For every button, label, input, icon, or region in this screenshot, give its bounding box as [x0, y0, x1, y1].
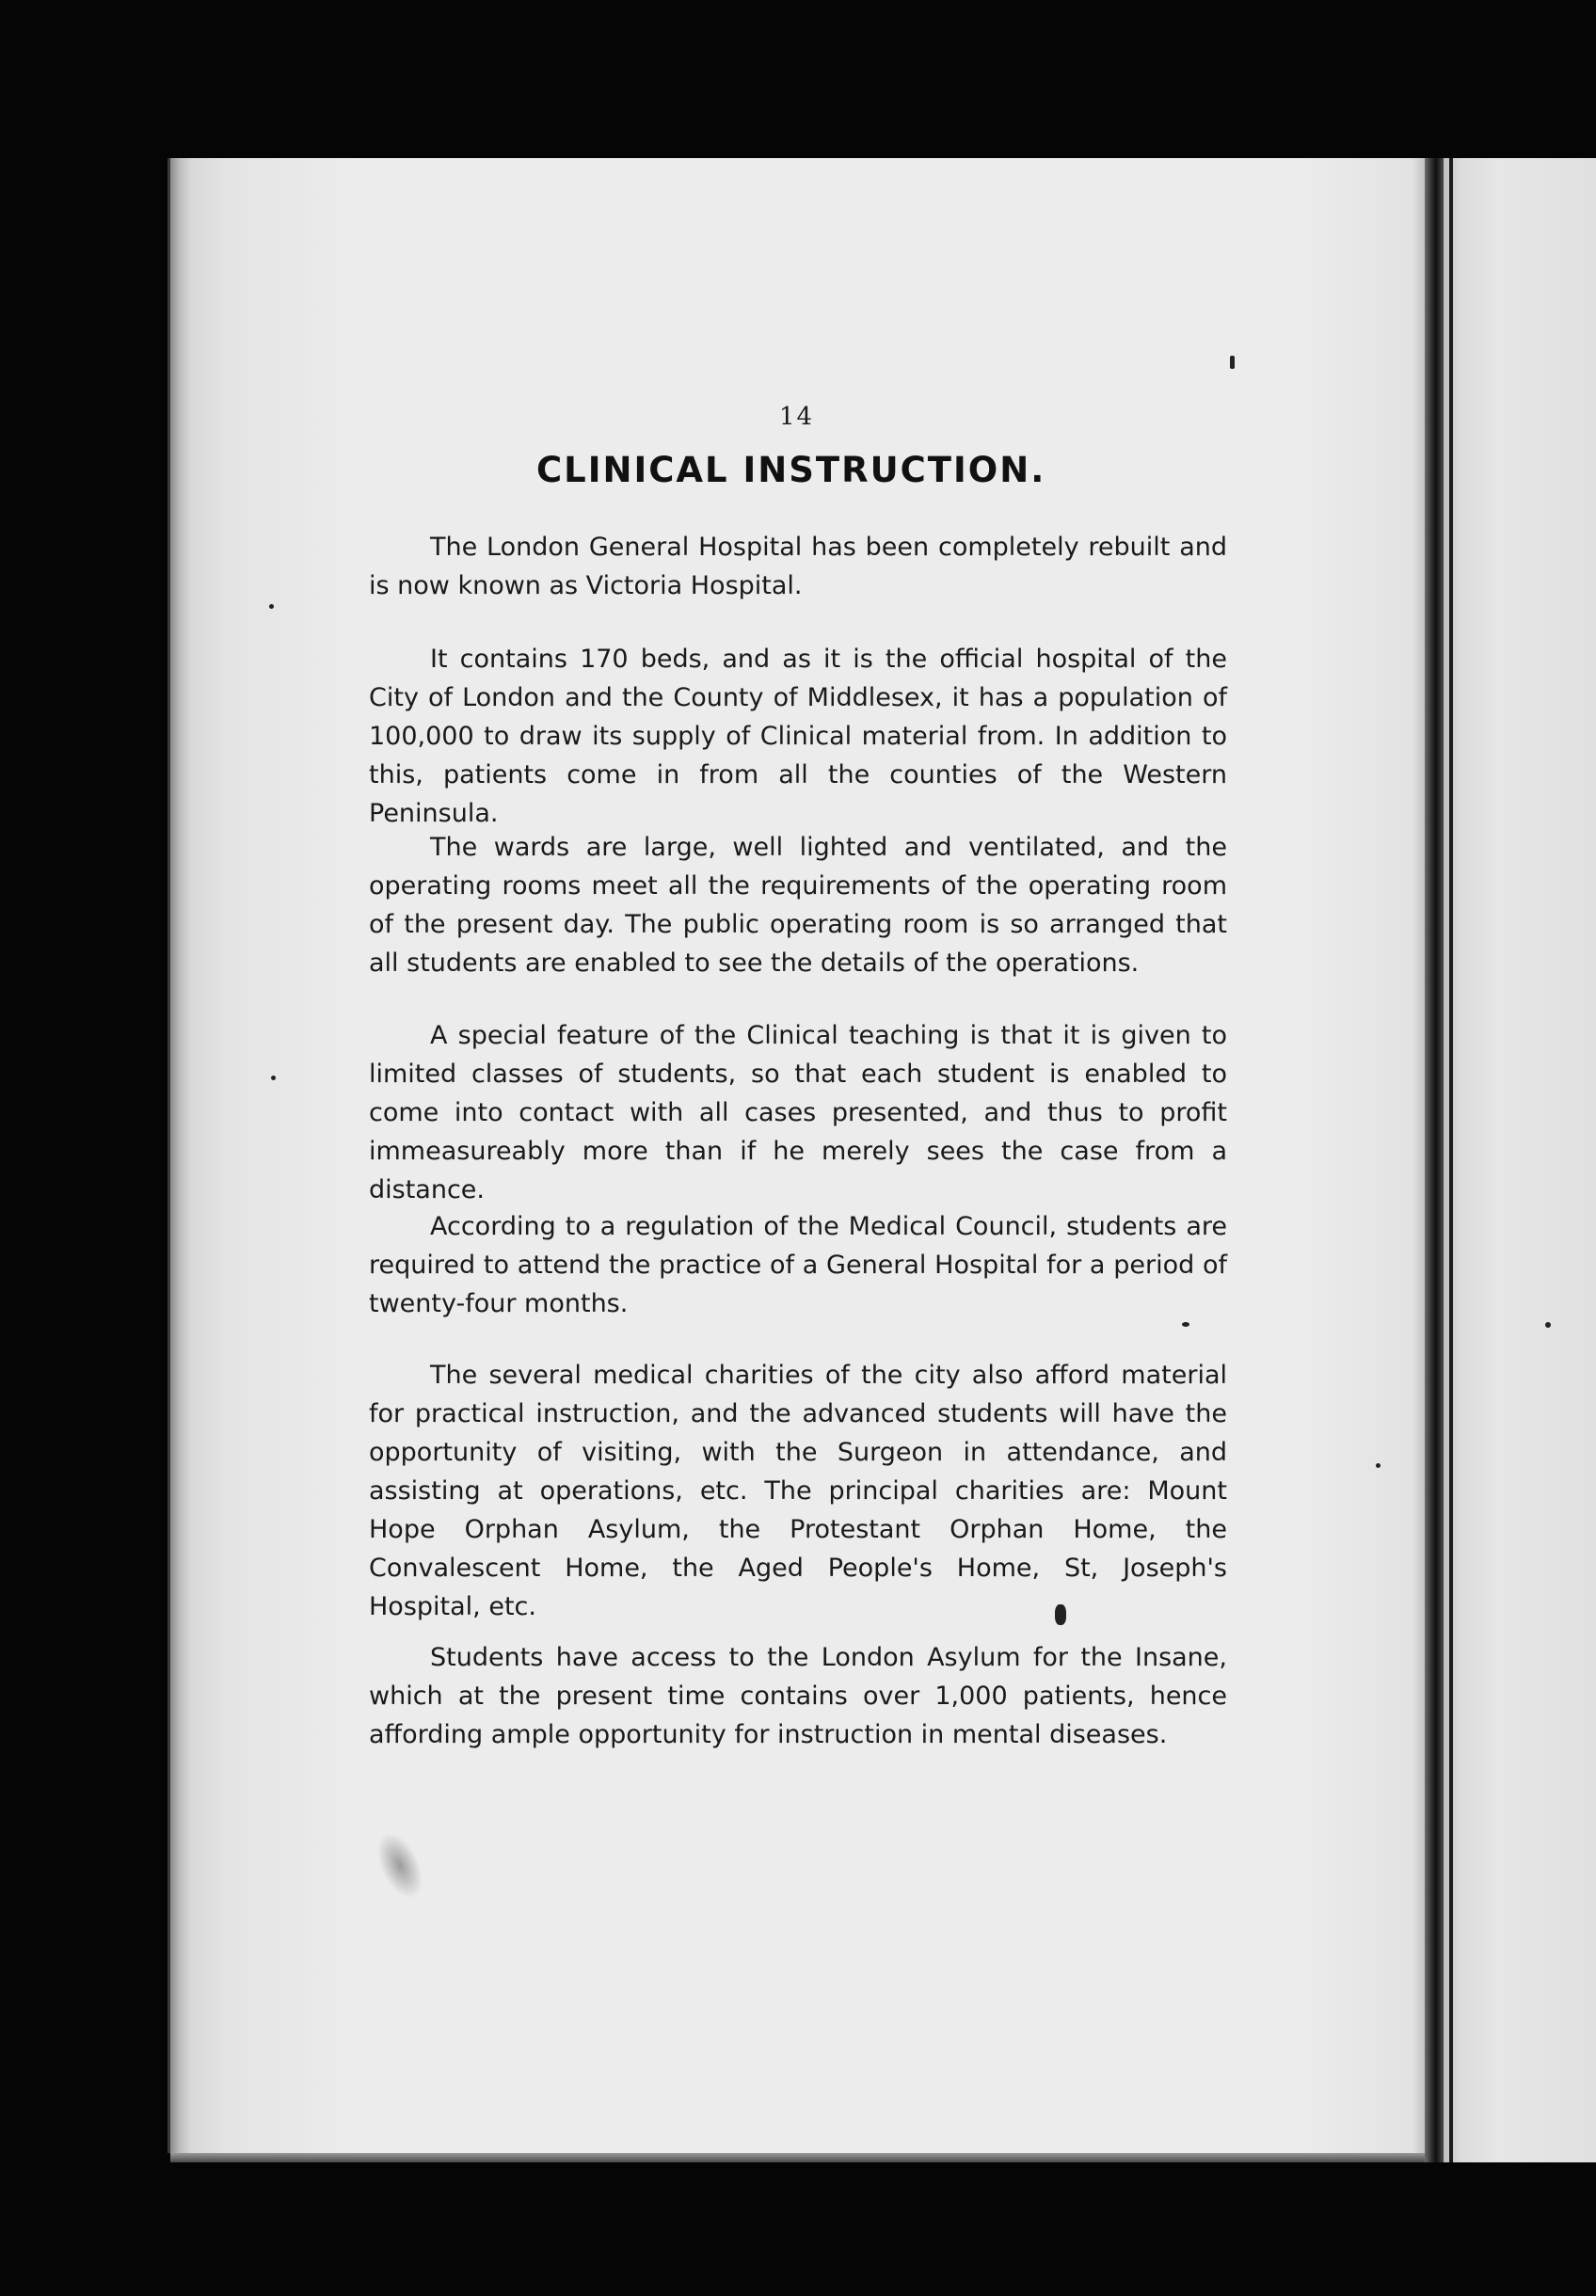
ink-speck	[1376, 1463, 1381, 1468]
ink-speck	[1182, 1322, 1189, 1327]
paragraph-clinical-teaching: A special feature of the Clinical teaching is that it is given to limited classes of students, so that each student is enabled to come into contact with all cases presented, and thus to profit immeasureably more than if he merely sees the case from a distance.	[369, 1021, 1227, 1204]
ink-speck	[1055, 1604, 1066, 1625]
ink-speck	[269, 604, 274, 609]
ink-speck	[1230, 356, 1235, 369]
ink-speck	[1545, 1322, 1551, 1328]
ink-speck	[271, 1076, 276, 1080]
paragraph-medical-charities: The several medical charities of the city also afford material for practical instruction, and the advanced students will have the opportunity of visiting, with the Surgeon in attendance, and assisting at operations, etc. The principal charities are: Mount Hope Orphan Asylum, the Protestant Orphan Home, the Convalescent Home, the Aged People's Home, St, Joseph's Hospital, etc.	[369, 1361, 1227, 1621]
paragraph-hospital-rebuilt: The London General Hospital has been completely rebuilt and is now known as Victoria Hospital.	[369, 533, 1227, 600]
paragraph-asylum: Students have access to the London Asylum for the Insane, which at the present time contains over 1,000 patients, hence affording ample opportunity for instruction in mental diseases.	[369, 1643, 1227, 1749]
book-gutter	[1425, 158, 1444, 2162]
paragraph-regulation: According to a regulation of the Medical Council, students are required to attend the practice of a General Hospital for a period of twenty-four months.	[369, 1212, 1227, 1318]
paragraph-wards: The wards are large, well lighted and ventilated, and the operating rooms meet all the requirements of the operating room of the present day. The public operating room is so arranged that all students are enabled to see the details of the operations.	[369, 833, 1227, 978]
right-page-edge	[1444, 158, 1596, 2162]
page-number: 14	[779, 403, 815, 431]
paragraph-beds-population: It contains 170 beds, and as it is the official hospital of the City of London and the County of Middlesex, it has a population of 100,000 to draw its supply of Clinical material from. In addition to this, patients come in from all the counties of the Western Peninsula.	[369, 645, 1227, 828]
page-title: CLINICAL INSTRUCTION.	[536, 450, 1046, 490]
right-page-border	[1449, 158, 1453, 2162]
